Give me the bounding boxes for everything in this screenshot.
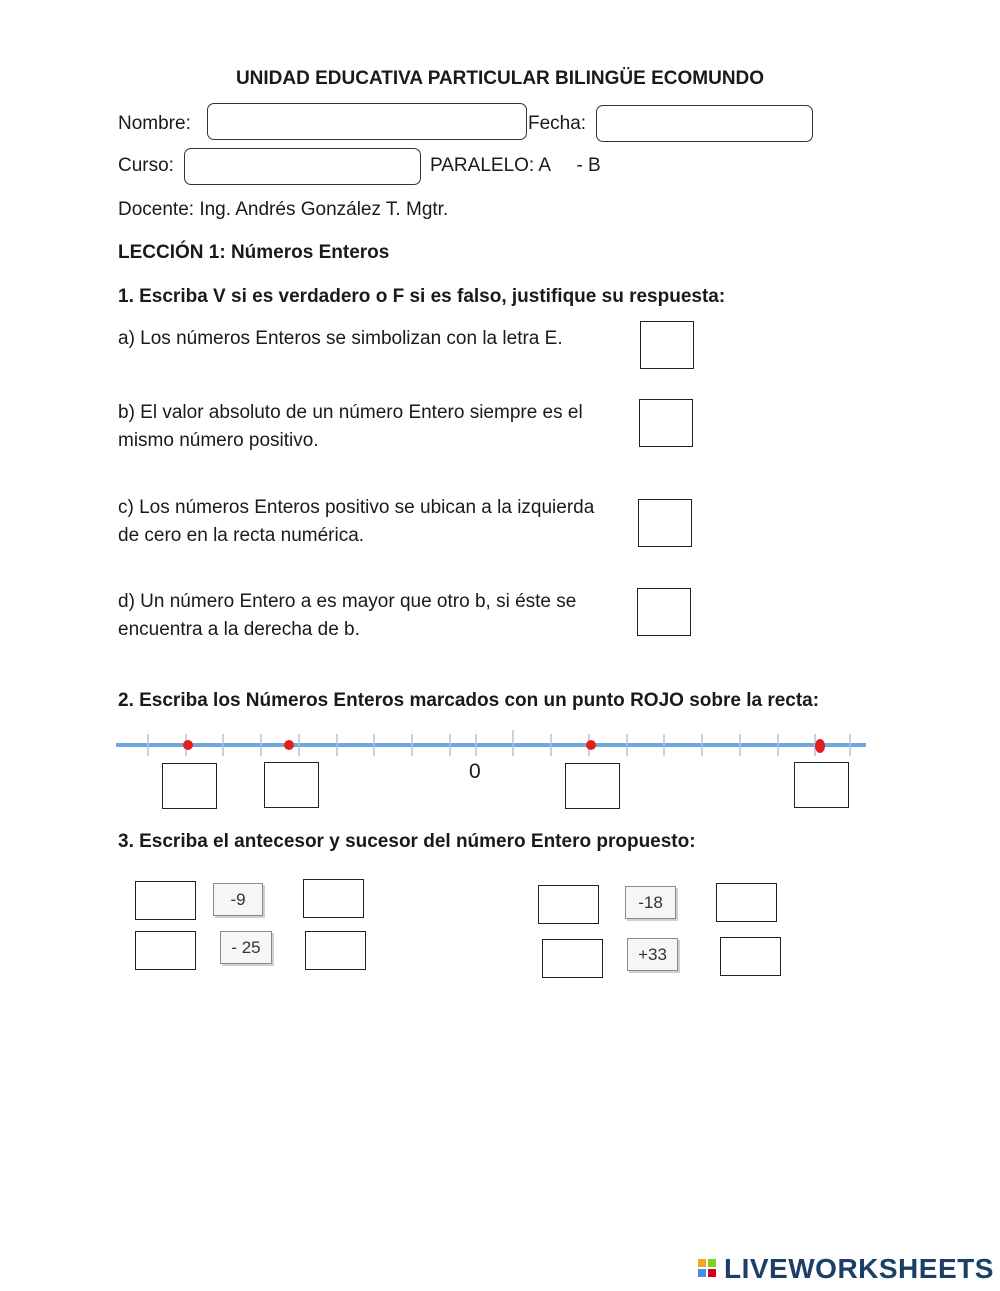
statement-d-line2: encuentra a la derecha de b.	[118, 619, 360, 640]
successor-box-n4[interactable]	[720, 937, 781, 976]
red-dot-1	[183, 740, 193, 750]
predecessor-box-n2[interactable]	[135, 931, 196, 970]
given-number-n1: -9	[213, 883, 263, 916]
answer-box-b[interactable]	[639, 399, 693, 447]
predecessor-box-n1[interactable]	[135, 881, 196, 920]
paralelo-text: PARALELO: A - B	[430, 155, 601, 176]
given-number-n4: +33	[627, 938, 678, 971]
number-answer-box-4[interactable]	[794, 762, 849, 808]
statement-b-line2: mismo número positivo.	[118, 430, 319, 451]
given-number-n2: - 25	[220, 931, 272, 964]
successor-box-n1[interactable]	[303, 879, 364, 918]
liveworksheets-logo-icon	[698, 1259, 720, 1283]
section1-title: 1. Escriba V si es verdadero o F si es falso, justifique su respuesta:	[118, 286, 726, 307]
docente-text: Docente: Ing. Andrés González T. Mgtr.	[118, 199, 449, 220]
curso-label: Curso:	[118, 155, 174, 176]
liveworksheets-brand: LIVEWORKSHEETS	[724, 1253, 994, 1284]
red-dot-4	[815, 739, 825, 753]
nombre-input[interactable]	[207, 103, 527, 140]
answer-box-c[interactable]	[638, 499, 692, 547]
predecessor-box-n3[interactable]	[538, 885, 599, 924]
nombre-label: Nombre:	[118, 113, 191, 134]
statement-c-line1: c) Los números Enteros positivo se ubican a la izquierda	[118, 497, 595, 518]
successor-box-n3[interactable]	[716, 883, 777, 922]
statement-b-line1: b) El valor absoluto de un número Entero siempre es el	[118, 402, 583, 423]
lesson-title: LECCIÓN 1: Números Enteros	[118, 242, 390, 263]
section2-title: 2. Escriba los Números Enteros marcados con un punto ROJO sobre la recta:	[118, 690, 820, 711]
number-line	[110, 726, 880, 766]
number-answer-box-2[interactable]	[264, 762, 319, 808]
curso-input[interactable]	[184, 148, 421, 185]
school-title: UNIDAD EDUCATIVA PARTICULAR BILINGÜE ECOMUNDO	[235, 68, 765, 89]
red-dot-3	[586, 740, 596, 750]
statement-c-line2: de cero en la recta numérica.	[118, 525, 365, 546]
answer-box-a[interactable]	[640, 321, 694, 369]
fecha-label: Fecha:	[528, 113, 587, 134]
statement-d-line1: d) Un número Entero a es mayor que otro b, si éste se	[118, 591, 577, 612]
successor-box-n2[interactable]	[305, 931, 366, 970]
red-dot-2	[284, 740, 294, 750]
number-answer-box-1[interactable]	[162, 763, 217, 809]
zero-label: 0	[469, 760, 481, 783]
number-answer-box-3[interactable]	[565, 763, 620, 809]
fecha-input[interactable]	[596, 105, 813, 142]
answer-box-d[interactable]	[637, 588, 691, 636]
statement-a: a) Los números Enteros se simbolizan con la letra E.	[118, 328, 563, 349]
given-number-n3: -18	[625, 886, 676, 919]
predecessor-box-n4[interactable]	[542, 939, 603, 978]
section3-title: 3. Escriba el antecesor y sucesor del número Entero propuesto:	[118, 831, 696, 852]
